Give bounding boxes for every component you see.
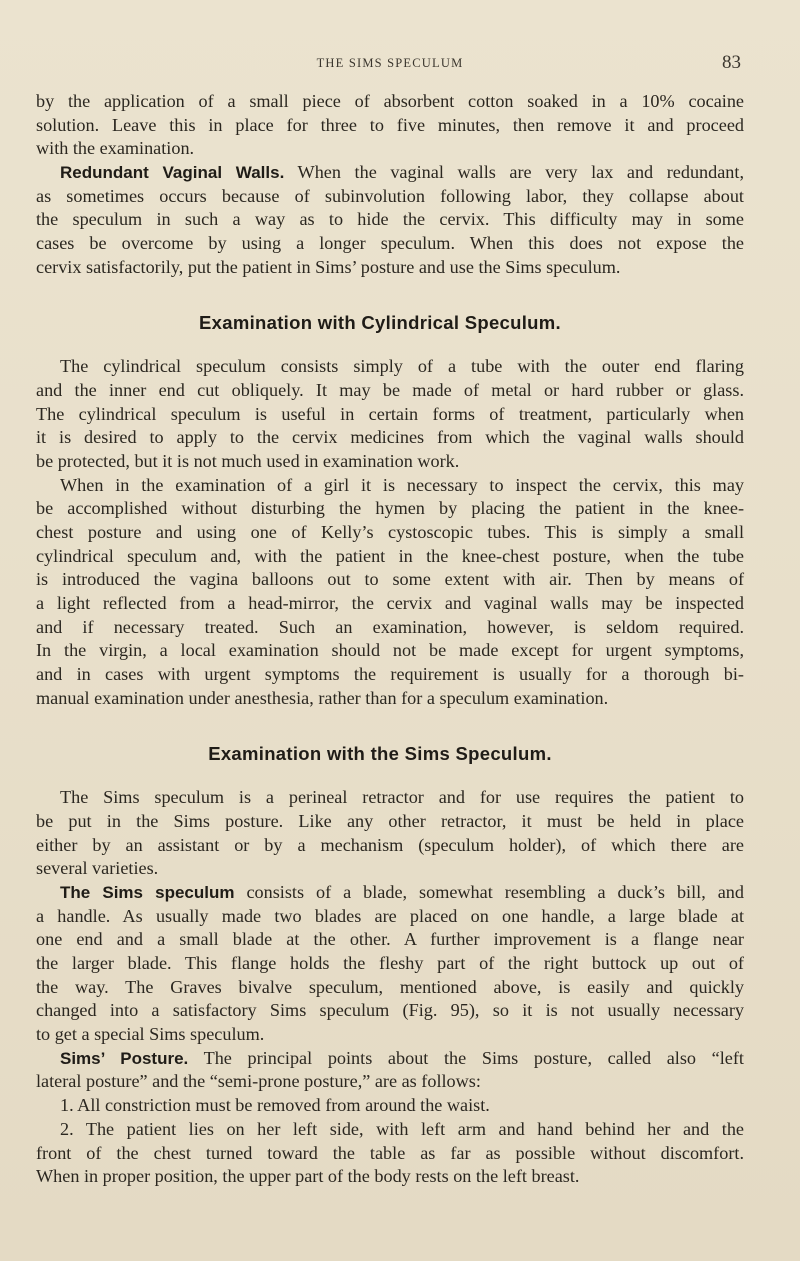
line-text: changed into a satisfactory Sims speculum (Fig. 95), so it is not usually necessary xyxy=(36,1000,744,1021)
line-text: The Sims speculum is a perineal retractor and for use requires the patient to xyxy=(60,787,744,808)
text-line xyxy=(36,232,744,256)
text-line xyxy=(36,114,744,138)
line-text: When in the examination of a girl it is necessary to inspect the cervix, this may xyxy=(60,474,744,495)
run-in-heading: Sims’ Posture. xyxy=(60,1048,189,1068)
line-text: cylindrical speculum and, with the patient in the knee-chest posture, when the tube xyxy=(36,545,744,566)
text-line xyxy=(36,952,744,976)
text-line xyxy=(36,208,744,232)
text-line xyxy=(36,521,744,545)
text-line xyxy=(36,687,744,711)
text-line xyxy=(36,999,744,1023)
page-number: 83 xyxy=(722,52,741,73)
line-text: When the vaginal walls are very lax and redundant, xyxy=(284,162,744,183)
line-text: and the inner end cut obliquely. It may be made of metal or hard rubber or glass. xyxy=(36,379,744,400)
running-head: THE SIMS SPECULUM xyxy=(316,56,464,70)
line-text: The principal points about the Sims posture, called also “left xyxy=(188,1047,744,1068)
line-text: is introduced the vagina balloons out to some extent with air. Then by means of xyxy=(36,569,744,590)
text-line xyxy=(36,1094,744,1118)
line-text: be accomplished without disturbing the hymen by placing the patient in the knee- xyxy=(36,498,744,519)
line-text: by the application of a small piece of absorbent cotton soaked in a 10% cocaine xyxy=(36,91,744,111)
body-text xyxy=(36,90,744,1189)
line-text: the larger blade. This flange holds the fleshy part of the right buttock up out of xyxy=(36,953,744,973)
text-line xyxy=(36,426,744,450)
line-text: and if necessary treated. Such an examination, however, is seldom required. xyxy=(36,616,744,637)
text-line xyxy=(36,474,744,498)
line-text: the speculum in such a way as to hide the cervix. This difficulty may in some xyxy=(36,209,744,230)
paragraph-block xyxy=(36,786,744,1189)
line-text: it is desired to apply to the cervix medicines from which the vaginal walls should xyxy=(36,427,744,448)
text-line xyxy=(36,161,744,185)
text-line xyxy=(36,568,744,592)
line-text: to get a special Sims speculum. xyxy=(36,1024,265,1045)
text-line xyxy=(36,403,744,427)
line-text: the way. The Graves bivalve speculum, mentioned above, is easily and quickly xyxy=(36,976,744,997)
line-text: chest posture and using one of Kelly’s cystoscopic tubes. This is simply a small xyxy=(36,522,744,542)
line-text: The cylindrical speculum is useful in certain forms of treatment, particularly when xyxy=(36,403,744,424)
text-line xyxy=(36,1023,744,1047)
line-text: 1. All constriction must be removed from around the waist. xyxy=(60,1095,490,1116)
line-text: one end and a small blade at the other. A further improvement is a flange near xyxy=(36,929,744,950)
text-line xyxy=(36,497,744,521)
text-line xyxy=(36,834,744,858)
line-text: as sometimes occurs because of subinvolution following labor, they collapse about xyxy=(36,185,744,206)
text-line xyxy=(36,592,744,616)
line-text: When in proper position, the upper part of the body rests on the left breast. xyxy=(36,1166,580,1187)
text-line xyxy=(36,1047,744,1071)
text-line xyxy=(36,450,744,474)
text-line xyxy=(36,976,744,1000)
run-in-heading: The Sims speculum xyxy=(60,882,235,902)
line-text: solution. Leave this in place for three to five minutes, then remove it and proceed xyxy=(36,114,744,135)
text-line xyxy=(36,1118,744,1142)
text-line xyxy=(36,1070,744,1094)
text-line xyxy=(36,905,744,929)
text-line xyxy=(36,355,744,379)
text-line xyxy=(36,786,744,810)
line-text: a light reflected from a head-mirror, the cervix and vaginal walls may be inspected xyxy=(36,593,744,614)
text-line xyxy=(36,256,744,280)
line-text: 2. The patient lies on her left side, with left arm and hand behind her and the xyxy=(60,1118,744,1139)
line-text: and in cases with urgent symptoms the requirement is usually for a thorough bi- xyxy=(36,664,744,685)
text-line xyxy=(36,1165,744,1189)
line-text: lateral posture” and the “semi-prone posture,” are as follows: xyxy=(36,1071,481,1092)
text-line xyxy=(36,545,744,569)
text-line xyxy=(36,185,744,209)
line-text: a handle. As usually made two blades are placed on one handle, a large blade at xyxy=(36,905,744,926)
text-line xyxy=(36,90,744,114)
run-in-heading: Redundant Vaginal Walls. xyxy=(60,163,285,183)
line-text: either by an assistant or by a mechanism (speculum holder), of which there are xyxy=(36,834,744,855)
text-line xyxy=(36,857,744,881)
text-line xyxy=(36,663,744,687)
section-heading: Examination with Cylindrical Speculum. xyxy=(199,311,561,333)
line-text: manual examination under anesthesia, rather than for a speculum examination. xyxy=(36,687,609,708)
text-line xyxy=(36,616,744,640)
line-text: be put in the Sims posture. Like any other retractor, it must be held in place xyxy=(36,810,744,831)
line-text: The cylindrical speculum consists simply of a tube with the outer end flaring xyxy=(60,356,744,377)
text-line xyxy=(36,1142,744,1166)
line-text: consists of a blade, somewhat resembling a duck’s bill, and xyxy=(234,881,744,902)
text-line xyxy=(36,881,744,905)
line-text: with the examination. xyxy=(36,138,195,159)
paragraph-block xyxy=(36,90,744,280)
line-text: cervix satisfactorily, put the patient in Sims’ posture and use the Sims speculum. xyxy=(36,256,621,277)
text-line xyxy=(36,928,744,952)
text-line xyxy=(36,639,744,663)
line-text: front of the chest turned toward the table as far as possible without discomfort. xyxy=(36,1142,744,1163)
line-text: several varieties. xyxy=(36,858,159,879)
text-line xyxy=(36,137,744,161)
line-text: be protected, but it is not much used in examination work. xyxy=(36,450,460,471)
line-text: cases be overcome by using a longer speculum. When this does not expose the xyxy=(36,233,744,254)
text-line xyxy=(36,810,744,834)
section-heading: Examination with the Sims Speculum. xyxy=(208,742,552,764)
text-line xyxy=(36,379,744,403)
paragraph-block xyxy=(36,355,744,710)
line-text: In the virgin, a local examination should not be made except for urgent symptoms, xyxy=(36,640,744,661)
